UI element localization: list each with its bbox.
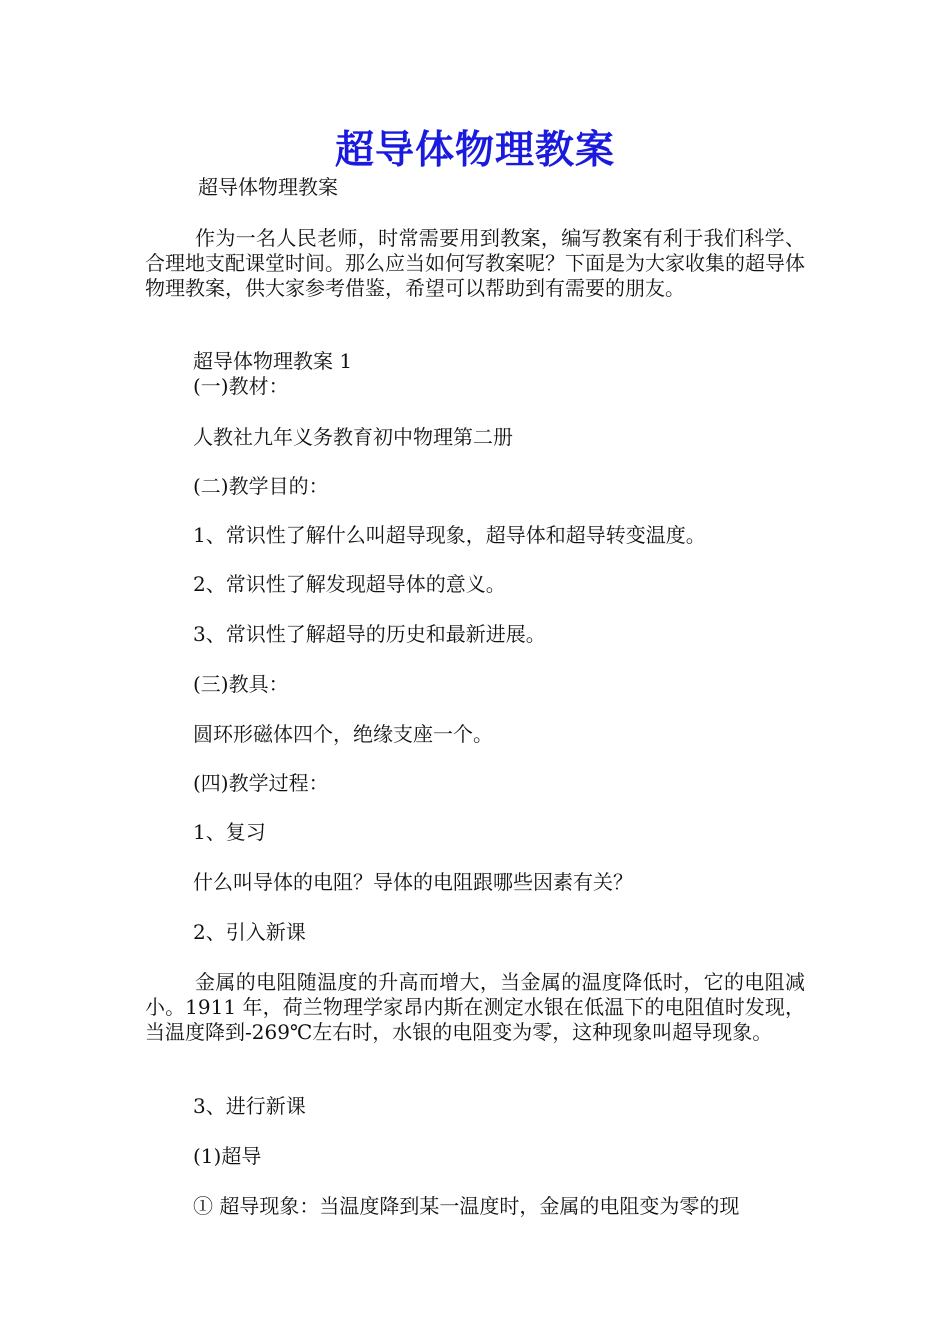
document-title: 超导体物理教案: [334, 127, 615, 173]
section-heading: 超导体物理教案 1: [193, 349, 353, 373]
review-question: 什么叫导体的电阻？导体的电阻跟哪些因素有关？: [193, 870, 633, 894]
document-subtitle: 超导体物理教案: [198, 175, 338, 199]
tools-heading: (三)教具：: [193, 672, 289, 696]
introduce-paragraph: 金属的电阻随温度的升高而增大，当金属的温度降低时，它的电阻减小。1911 年，荷兰物理学家昂内斯在测定水银在低温下的电阻值时发现，当温度降到-269℃左右时，水银的电阻变为零，这种现象叫超导现象。: [145, 970, 805, 1044]
materials-heading: (一)教材：: [193, 374, 289, 398]
tools-text: 圆环形磁体四个，绝缘支座一个。: [193, 722, 493, 746]
step-new-lesson: 3、进行新课: [193, 1094, 306, 1118]
process-heading: (四)教学过程：: [193, 771, 329, 795]
materials-text: 人教社九年义务教育初中物理第二册: [193, 425, 513, 449]
goal-item-1: 1、常识性了解什么叫超导现象，超导体和超导转变温度。: [193, 523, 706, 547]
step-review: 1、复习: [193, 820, 266, 844]
superconductivity-definition: ① 超导现象：当温度降到某一温度时，金属的电阻变为零的现: [193, 1194, 740, 1218]
goal-item-3: 3、常识性了解超导的历史和最新进展。: [193, 622, 546, 646]
intro-paragraph: 作为一名人民老师，时常需要用到教案，编写教案有利于我们科学、合理地支配课堂时间。那么应当如何写教案呢？下面是为大家收集的超导体物理教案，供大家参考借鉴，希望可以帮助到有需要的朋友。: [145, 226, 805, 300]
goals-heading: (二)教学目的：: [193, 474, 329, 498]
goal-item-2: 2、常识性了解发现超导体的意义。: [193, 572, 506, 596]
sub-heading-superconductivity: (1)超导: [193, 1144, 262, 1168]
step-introduce: 2、引入新课: [193, 920, 306, 944]
